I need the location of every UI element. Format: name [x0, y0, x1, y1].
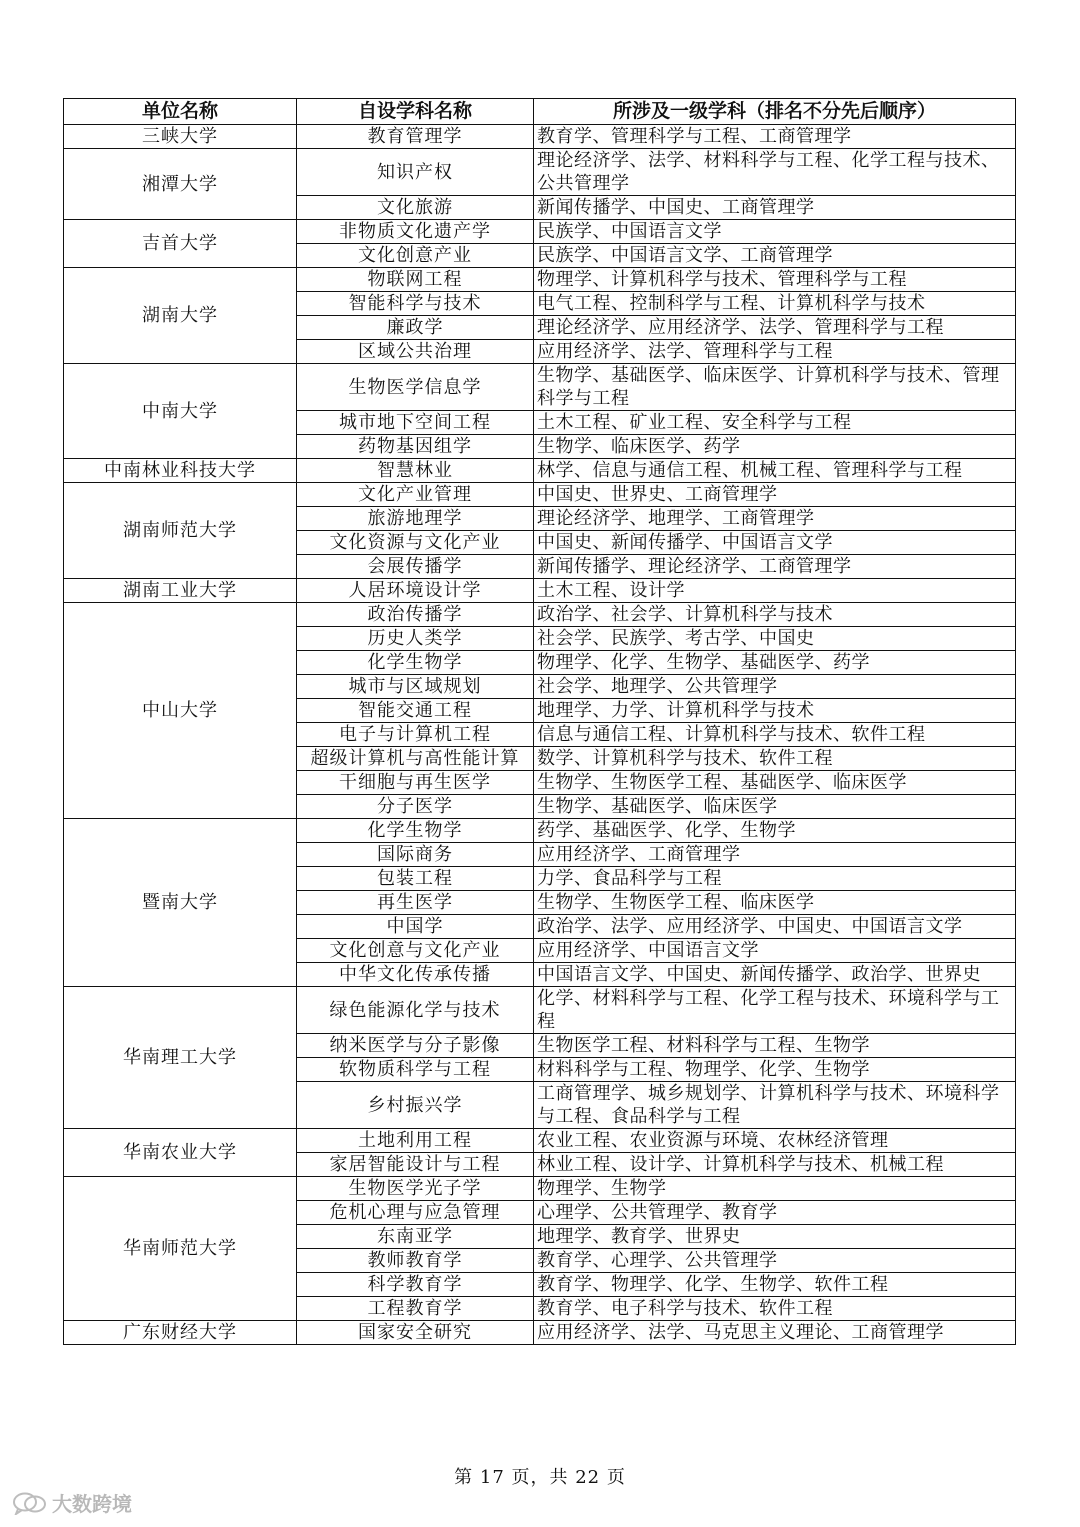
- subject-name-cell: 文化资源与文化产业: [297, 531, 534, 555]
- disciplines-cell: 生物学、基础医学、临床医学: [534, 795, 1016, 819]
- disciplines-cell: 农业工程、农业资源与环境、农林经济管理: [534, 1129, 1016, 1153]
- subject-name-cell: 教育管理学: [297, 125, 534, 149]
- disciplines-cell: 地理学、力学、计算机科学与技术: [534, 699, 1016, 723]
- subject-name-cell: 文化创意产业: [297, 244, 534, 268]
- subject-name-cell: 绿色能源化学与技术: [297, 987, 534, 1034]
- subject-name-cell: 超级计算机与高性能计算: [297, 747, 534, 771]
- header-subject: 自设学科名称: [297, 99, 534, 125]
- subject-name-cell: 药物基因组学: [297, 435, 534, 459]
- subject-name-cell: 知识产权: [297, 149, 534, 196]
- subject-name-cell: 教师教育学: [297, 1249, 534, 1273]
- subject-name-cell: 生物医学光子学: [297, 1177, 534, 1201]
- subject-name-cell: 电子与计算机工程: [297, 723, 534, 747]
- unit-name-cell: 吉首大学: [64, 220, 297, 268]
- unit-name-cell: 湖南大学: [64, 268, 297, 364]
- disciplines-cell: 新闻传播学、中国史、工商管理学: [534, 196, 1016, 220]
- table-body: [64, 125, 1016, 1345]
- discipline-table: [63, 98, 1016, 1345]
- disciplines-cell: 新闻传播学、理论经济学、工商管理学: [534, 555, 1016, 579]
- disciplines-cell: 应用经济学、中国语言文学: [534, 939, 1016, 963]
- watermark-text: 大数跨境: [52, 1492, 132, 1516]
- table-row: [64, 459, 1016, 483]
- disciplines-cell: 教育学、电子科学与技术、软件工程: [534, 1297, 1016, 1321]
- disciplines-cell: 药学、基础医学、化学、生物学: [534, 819, 1016, 843]
- subject-name-cell: 土地利用工程: [297, 1129, 534, 1153]
- page-number: 第 17 页，共 22 页: [454, 1467, 626, 1488]
- unit-name-cell: 华南理工大学: [64, 987, 297, 1129]
- unit-name-cell: 三峡大学: [64, 125, 297, 149]
- subject-name-cell: 乡村振兴学: [297, 1082, 534, 1129]
- disciplines-cell: 教育学、管理科学与工程、工商管理学: [534, 125, 1016, 149]
- subject-name-cell: 软物质科学与工程: [297, 1058, 534, 1082]
- subject-name-cell: 国际商务: [297, 843, 534, 867]
- subject-name-cell: 中国学: [297, 915, 534, 939]
- disciplines-cell: 生物学、生物医学工程、临床医学: [534, 891, 1016, 915]
- subject-name-cell: 工程教育学: [297, 1297, 534, 1321]
- subject-name-cell: 区域公共治理: [297, 340, 534, 364]
- unit-name-cell: 湘潭大学: [64, 149, 297, 220]
- subject-name-cell: 化学生物学: [297, 651, 534, 675]
- disciplines-cell: 生物医学工程、材料科学与工程、生物学: [534, 1034, 1016, 1058]
- table-row: [64, 1177, 1016, 1201]
- table-row: [64, 1129, 1016, 1153]
- disciplines-cell: 社会学、地理学、公共管理学: [534, 675, 1016, 699]
- subject-name-cell: 智能交通工程: [297, 699, 534, 723]
- disciplines-cell: 中国史、世界史、工商管理学: [534, 483, 1016, 507]
- disciplines-cell: 地理学、教育学、世界史: [534, 1225, 1016, 1249]
- disciplines-cell: 生物学、生物医学工程、基础医学、临床医学: [534, 771, 1016, 795]
- table-row: [64, 819, 1016, 843]
- subject-name-cell: 历史人类学: [297, 627, 534, 651]
- unit-name-cell: 中南林业科技大学: [64, 459, 297, 483]
- subject-name-cell: 城市与区域规划: [297, 675, 534, 699]
- table-row: [64, 1321, 1016, 1345]
- disciplines-cell: 应用经济学、工商管理学: [534, 843, 1016, 867]
- disciplines-cell: 土木工程、设计学: [534, 579, 1016, 603]
- unit-name-cell: 广东财经大学: [64, 1321, 297, 1345]
- unit-name-cell: 华南师范大学: [64, 1177, 297, 1321]
- unit-name-cell: 暨南大学: [64, 819, 297, 987]
- disciplines-cell: 应用经济学、法学、马克思主义理论、工商管理学: [534, 1321, 1016, 1345]
- subject-name-cell: 旅游地理学: [297, 507, 534, 531]
- disciplines-cell: 心理学、公共管理学、教育学: [534, 1201, 1016, 1225]
- disciplines-cell: 教育学、物理学、化学、生物学、软件工程: [534, 1273, 1016, 1297]
- subject-name-cell: 非物质文化遗产学: [297, 220, 534, 244]
- table-row: [64, 149, 1016, 196]
- disciplines-cell: 电气工程、控制科学与工程、计算机科学与技术: [534, 292, 1016, 316]
- disciplines-cell: 生物学、临床医学、药学: [534, 435, 1016, 459]
- disciplines-cell: 物理学、化学、生物学、基础医学、药学: [534, 651, 1016, 675]
- disciplines-cell: 生物学、基础医学、临床医学、计算机科学与技术、管理科学与工程: [534, 364, 1016, 411]
- disciplines-cell: 化学、材料科学与工程、化学工程与技术、环境科学与工程: [534, 987, 1016, 1034]
- disciplines-cell: 数学、计算机科学与技术、软件工程: [534, 747, 1016, 771]
- disciplines-cell: 社会学、民族学、考古学、中国史: [534, 627, 1016, 651]
- subject-name-cell: 中华文化传承传播: [297, 963, 534, 987]
- subject-name-cell: 政治传播学: [297, 603, 534, 627]
- subject-name-cell: 危机心理与应急管理: [297, 1201, 534, 1225]
- disciplines-cell: 中国语言文学、中国史、新闻传播学、政治学、世界史: [534, 963, 1016, 987]
- unit-name-cell: 中山大学: [64, 603, 297, 819]
- subject-name-cell: 科学教育学: [297, 1273, 534, 1297]
- table-row: [64, 603, 1016, 627]
- subject-name-cell: 东南亚学: [297, 1225, 534, 1249]
- subject-name-cell: 物联网工程: [297, 268, 534, 292]
- header-disciplines: 所涉及一级学科（排名不分先后顺序）: [534, 99, 1016, 125]
- disciplines-cell: 民族学、中国语言文学: [534, 220, 1016, 244]
- unit-name-cell: 华南农业大学: [64, 1129, 297, 1177]
- disciplines-cell: 政治学、社会学、计算机科学与技术: [534, 603, 1016, 627]
- subject-name-cell: 文化产业管理: [297, 483, 534, 507]
- disciplines-cell: 教育学、心理学、公共管理学: [534, 1249, 1016, 1273]
- disciplines-cell: 政治学、法学、应用经济学、中国史、中国语言文学: [534, 915, 1016, 939]
- subject-name-cell: 人居环境设计学: [297, 579, 534, 603]
- watermark: [12, 1488, 132, 1517]
- subject-name-cell: 再生医学: [297, 891, 534, 915]
- unit-name-cell: 湖南工业大学: [64, 579, 297, 603]
- subject-name-cell: 化学生物学: [297, 819, 534, 843]
- disciplines-cell: 林业工程、设计学、计算机科学与技术、机械工程: [534, 1153, 1016, 1177]
- table-row: [64, 220, 1016, 244]
- table-header-row: [64, 99, 1016, 125]
- disciplines-cell: 土木工程、矿业工程、安全科学与工程: [534, 411, 1016, 435]
- disciplines-cell: 物理学、生物学: [534, 1177, 1016, 1201]
- table-row: [64, 987, 1016, 1034]
- subject-name-cell: 干细胞与再生医学: [297, 771, 534, 795]
- disciplines-cell: 工商管理学、城乡规划学、计算机科学与技术、环境科学与工程、食品科学与工程: [534, 1082, 1016, 1129]
- subject-name-cell: 文化创意与文化产业: [297, 939, 534, 963]
- table-row: [64, 364, 1016, 411]
- disciplines-cell: 力学、食品科学与工程: [534, 867, 1016, 891]
- table-row: [64, 125, 1016, 149]
- subject-name-cell: 会展传播学: [297, 555, 534, 579]
- subject-name-cell: 城市地下空间工程: [297, 411, 534, 435]
- disciplines-cell: 民族学、中国语言文学、工商管理学: [534, 244, 1016, 268]
- subject-name-cell: 生物医学信息学: [297, 364, 534, 411]
- disciplines-cell: 物理学、计算机科学与技术、管理科学与工程: [534, 268, 1016, 292]
- table-row: [64, 579, 1016, 603]
- disciplines-cell: 信息与通信工程、计算机科学与技术、软件工程: [534, 723, 1016, 747]
- unit-name-cell: 中南大学: [64, 364, 297, 459]
- subject-name-cell: 分子医学: [297, 795, 534, 819]
- disciplines-cell: 理论经济学、法学、材料科学与工程、化学工程与技术、公共管理学: [534, 149, 1016, 196]
- disciplines-cell: 材料科学与工程、物理学、化学、生物学: [534, 1058, 1016, 1082]
- subject-name-cell: 廉政学: [297, 316, 534, 340]
- unit-name-cell: 湖南师范大学: [64, 483, 297, 579]
- table-row: [64, 483, 1016, 507]
- chat-bubble-icon: [12, 1491, 48, 1515]
- table-row: [64, 268, 1016, 292]
- disciplines-cell: 理论经济学、应用经济学、法学、管理科学与工程: [534, 316, 1016, 340]
- disciplines-cell: 中国史、新闻传播学、中国语言文学: [534, 531, 1016, 555]
- disciplines-cell: 理论经济学、地理学、工商管理学: [534, 507, 1016, 531]
- subject-name-cell: 智能科学与技术: [297, 292, 534, 316]
- subject-name-cell: 纳米医学与分子影像: [297, 1034, 534, 1058]
- disciplines-cell: 林学、信息与通信工程、机械工程、管理科学与工程: [534, 459, 1016, 483]
- subject-name-cell: 国家安全研究: [297, 1321, 534, 1345]
- subject-name-cell: 智慧林业: [297, 459, 534, 483]
- disciplines-cell: 应用经济学、法学、管理科学与工程: [534, 340, 1016, 364]
- subject-name-cell: 文化旅游: [297, 196, 534, 220]
- subject-name-cell: 包装工程: [297, 867, 534, 891]
- header-unit: 单位名称: [64, 99, 297, 125]
- subject-name-cell: 家居智能设计与工程: [297, 1153, 534, 1177]
